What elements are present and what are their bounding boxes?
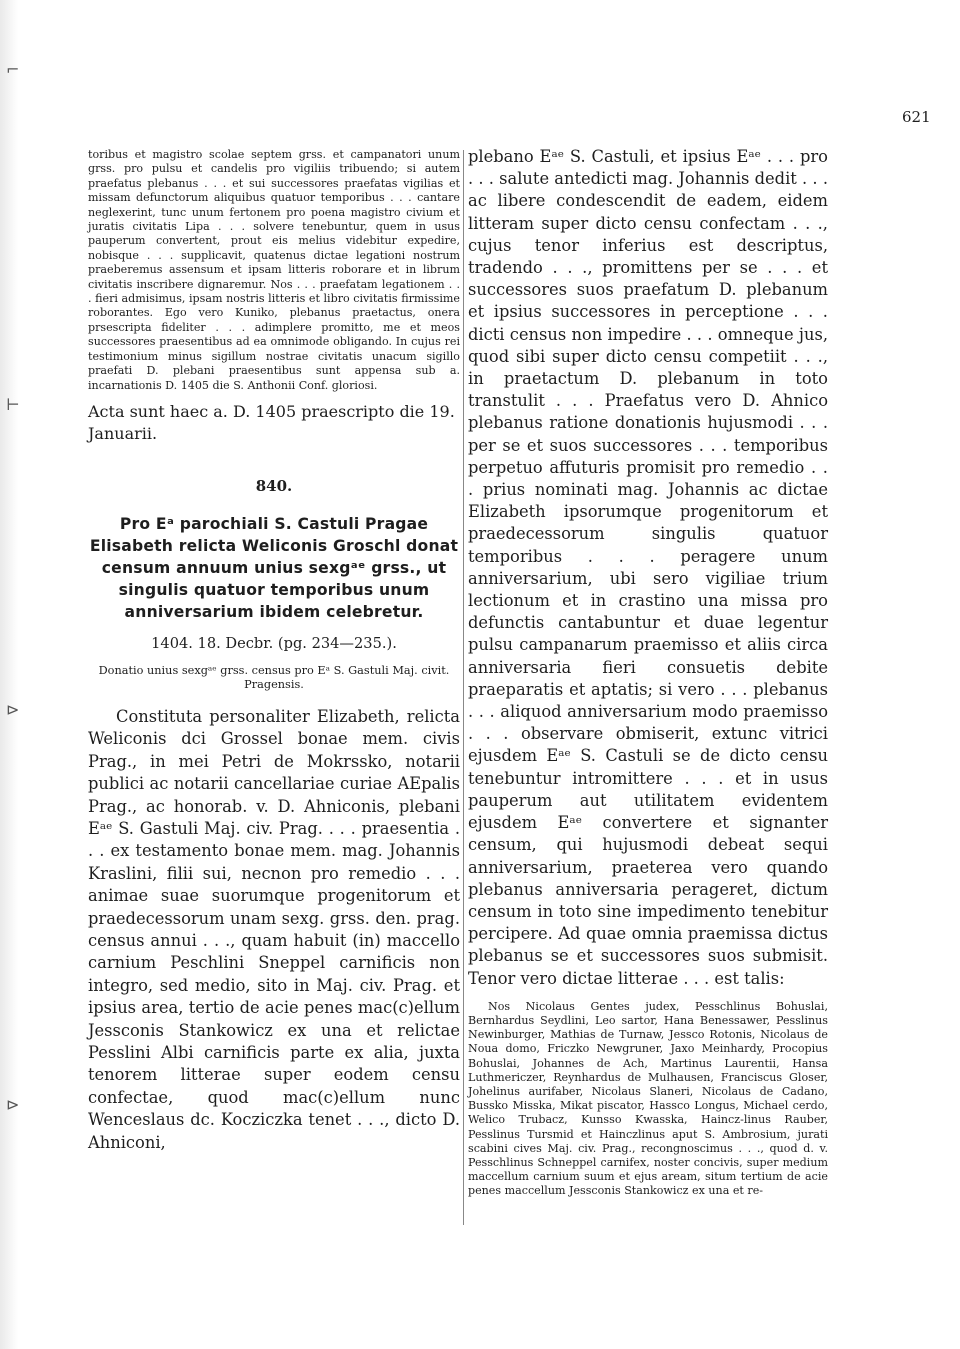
body-paragraph-continued: plebano Eᵃᵉ S. Castuli, et ipsius Eᵃᵉ . . . pro . . . salute antedicti mag. Johannis dedit . . . ac libere condescendit de eadem, eidem litteram super dicto censu confectam . . ., cujus tenor inferius est descriptus, tradendo . . ., promittens per se . . . et successores suos praefatum D. plebanum et ipsius successores in perceptione . . . dicti census non impedire . . . omneque jus, quod sibi super dicto censu competiit . . ., in praetactum D. plebanum in toto transtulit . . . Praefatus vero D. Ahnico plebanus ratione donationis hujusmodi . . . per se et suos successores . . . temporibus perpetuo affuturis promisit pro remedio . . . prius nominati mag. Johannis ac dictae Elizabeth ipsorumque progenitorum et praedecessorum singulis quatuor temporibus . . . peragere unum anniversarium, ubi sero vigiliae trium lectionum et in crastino una missa pro defunctis cantabuntur et duae legentur pulsu campanarum praemisso et aliis circa anniversaria fieri consuetis debite praeparatis et aptatis; si vero . . . plebanus . . . aliquod anniversarium modo praemisso . . . observare obmiserit, extunc vitrici ejusdem Eᵃᵉ S. Castuli se de dicto censu tenebuntur intromittere . . . et in usus pauperum aut utilitatem evidentem ejusdem Eᵃᵉ convertere et signanter censum, qui hujusmodi debeat sequi anniversarium, praeterea vero quando plebanus anniversaria perageret, dictum censum in toto sine impedimento tenebitur percipere. Ad quae omnia praemissa dictus plebanus se et successores suos submisit. Tenor vero dictae litterae . . . est talis: xyxy=(468,147,828,988)
scan-edge-shadow xyxy=(0,0,18,1349)
right-column xyxy=(468,146,828,1199)
page-number: 621 xyxy=(902,108,931,126)
margin-mark-icon: ⊳ xyxy=(6,1095,20,1114)
continuation-paragraph: toribus et magistro scolae septem grss. et campanatori unum grss. pro pulsu et candelis pro vigiliis tribuendo; si autem praefatus plebanus . . . et sui successores praefatas vigilias et missam defunctorum aliquibus quatuor temporibus . . . cantare neglexerint, tunc unum fertonem pro poena magistro civium et juratis civitatis Lipa . . . solvere tenebuntur, quem in usus pauperum convertent, prout eis melius videbitur expedire, nobisque . . . supplicavit, quatenus dictae legationi nostrum praeberemus assensum et ipsam litteris roborare et in librum civitatis inscribere dignaremur. Nos . . . praefatam legationem . . . fieri admisimus, ipsam nostris litteris et libro civitatis firmissime roborantes. Ego vero Kuniko, plebanus praetactus, onera prsescripta fideliter . . . adimplere promitto, me et meos successores praesentibus ad ea omnimode obligando. In cujus rei testimonium minus sigillum nostrae civitatis unacum sigillo praefati D. plebani praesentibus sunt appensa sub a. incarnationis D. 1405 die S. Anthonii Conf. gloriosi. xyxy=(88,148,460,392)
margin-mark-icon: ⊳ xyxy=(6,700,20,719)
date-line: 1404. 18. Decbr. (pg. 234—235.). xyxy=(151,634,397,652)
acta-line: Acta sunt haec a. D. 1405 praescripto die 19. Januarii. xyxy=(88,401,455,443)
document-heading: Pro Eᵃ parochiali S. Castuli Pragae Elisabeth relicta Weliconis Groschl donat censum annuum unius sexgᵃᵉ grss., ut singulis quatuor temporibus unum anniversarium ibidem celebretur. xyxy=(89,514,459,621)
column-divider xyxy=(463,150,464,1225)
document-number: 840. xyxy=(255,476,293,495)
body-paragraph: Constituta personaliter Elizabeth, relicta Weliconis dci Grossel bonae mem. civis Prag., in mei Petri de Mokrssko, notarii publici ac notarii cancellariae curiae AEpalis Prag., ac honorab. v. D. Ahniconis, plebani Eᵃᵉ S. Gastuli Maj. civ. Prag. . . . praesentia . . . ex testamento bonae mem. mag. Johannis Kraslini, filii sui, necnon pro remedio . . . animae suae suorumque progenitorum et praedecessorum unam sexg. grss. den. prag. census annui . . ., quam habuit (in) maccello carnium Peschlini Sneppel carnificis non integro, sed medio, sito in Maj. civ. Prag. et ipsius area, tertio de acie penes mac(c)ellum Jessconis Stankowicz ex una et relictae Pesslini Albi carnificis parte ex alia, juxta tenorem litterae super eodem censu confectae, quod mac(c)ellum nunc Wenceslaus dc. Kocziczka tenet . . ., dicto D. Ahniconi, xyxy=(88,706,460,1152)
margin-mark-icon: ⊢ xyxy=(6,395,20,414)
charter-text: Nos Nicolaus Gentes judex, Pesschlinus Bohuslai, Bernhardus Seydlini, Leo sartor, Hana Benessawer, Pesslinus Newinburger, Mathias de Turnaw, Jessco Rotonis, Nicolaus de Noua domo, Friczko Newgruner, Jaxo Meinhardy, Procopius Bohuslai, Johannes de Ach, Martinus Laurentii, Hansa Luthmericzer, Reynhardus de Mulhausen, Franciscus Gloser, Johelinus aurifaber, Nicolaus Slaneri, Nicolaus de Cadano, Bussko Misska, Mikat piscator, Hassco Longus, Michael cerdo, Welico Trubacz, Kunsso Kwasska, Haincz-linus Rauber, Pesslinus Tursmid et Hainczlinus aput S. Ambrosium, jurati scabini cives Maj. civ. Prag., recongnoscimus . . ., quod d. v. Pesschlinus Schneppel carnifex, noster concivis, super medium maccellum carnium suum et ejus aream, situm tertium de acie penes maccellum Jessconis Stankowicz ex una et re- xyxy=(468,999,828,1198)
document-summary: Donatio unius sexgᵃᵉ grss. census pro Eᵃ S. Gastuli Maj. civit. Pragensis. xyxy=(98,663,450,691)
left-column xyxy=(88,148,460,1154)
margin-mark-icon: ⌐ xyxy=(6,60,20,79)
